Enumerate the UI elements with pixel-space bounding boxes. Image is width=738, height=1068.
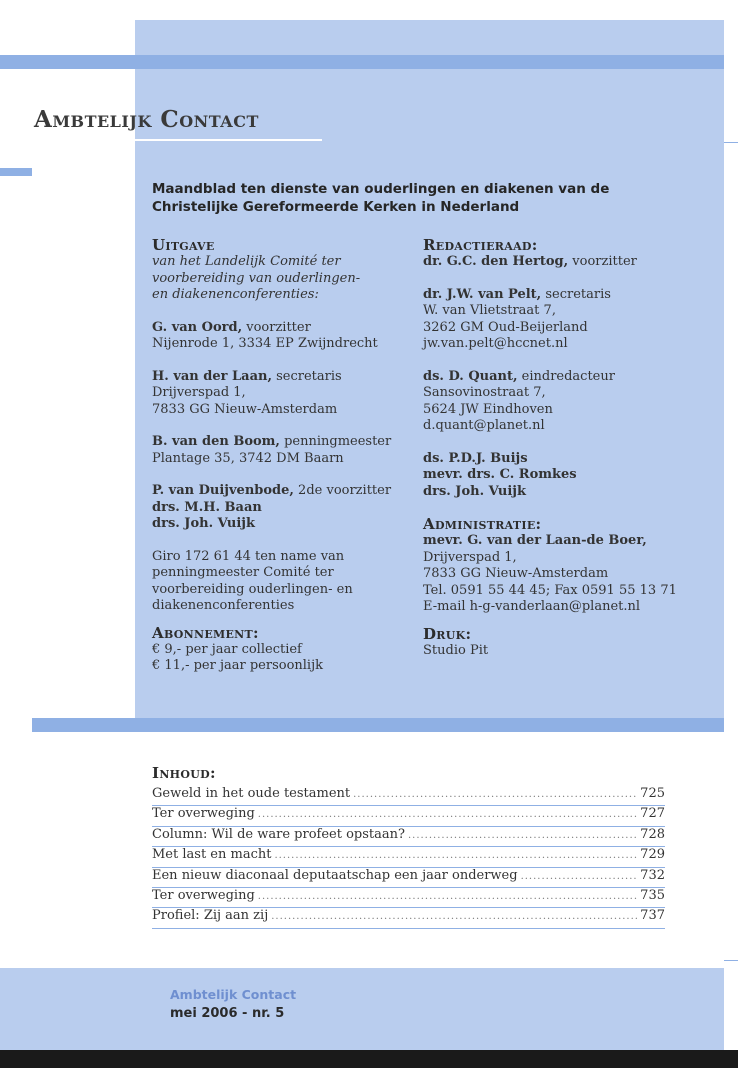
giro-line: voorbereiding ouderlingen- en xyxy=(152,581,353,597)
person-name: ds. P.D.J. Buijs xyxy=(423,450,528,466)
middle-color-band xyxy=(32,718,724,732)
person-role: 2de voorzitter xyxy=(293,483,392,498)
toc-leader xyxy=(271,911,638,922)
redactie-person-3 xyxy=(423,369,723,435)
footer-panel xyxy=(0,968,724,1050)
footer-issue: mei 2006 - nr. 5 xyxy=(170,1006,285,1021)
uitgave-desc-line: voorbereiding van ouderlingen- xyxy=(152,270,361,286)
person-name: P. van Duijvenbode, xyxy=(152,483,294,498)
toc-item[interactable] xyxy=(152,868,665,888)
person-address: Drijverspad 1, xyxy=(423,549,517,565)
page-edge-mark xyxy=(724,960,738,961)
person-name: H. van der Laan, xyxy=(152,368,272,384)
toc-leader xyxy=(408,830,638,841)
giro-line: Giro 172 61 44 ten name van xyxy=(152,548,345,564)
toc-item[interactable] xyxy=(152,806,665,826)
masthead-underline xyxy=(32,139,322,141)
inhoud-heading: Inhoud: xyxy=(152,764,216,782)
page-edge-strip xyxy=(724,0,738,1068)
person-name: drs. Joh. Vuijk xyxy=(152,516,255,531)
scan-bottom-edge xyxy=(0,1050,738,1068)
uitgave-person-4 xyxy=(152,483,402,533)
toc-title: Column: Wil de ware profeet opstaan? xyxy=(152,826,405,842)
footer-title: Ambtelijk Contact xyxy=(170,987,297,1002)
toc-title: Een nieuw diaconaal deputaatschap een jaar onderweg xyxy=(152,867,518,883)
person-role: voorzitter xyxy=(568,254,637,269)
uitgave-desc-line: en diakenenconferenties: xyxy=(152,287,319,302)
toc-list xyxy=(152,786,665,929)
person-address: Drijverspad 1, xyxy=(152,385,246,400)
toc-item[interactable] xyxy=(152,888,665,908)
giro-line: penningmeester Comité ter xyxy=(152,565,334,580)
person-address: Nijenrode 1, 3334 EP Zwijndrecht xyxy=(152,336,378,351)
abonnement-section xyxy=(152,625,402,675)
toc-leader xyxy=(521,871,639,882)
person-address: 3262 GM Oud-Beijerland xyxy=(423,319,588,335)
toc-title: Geweld in het oude testament xyxy=(152,786,351,801)
uitgave-person-3 xyxy=(152,434,402,467)
person-email: d.quant@planet.nl xyxy=(423,418,545,433)
person-name: dr. G.C. den Hertog, xyxy=(423,254,569,269)
uitgave-person-1 xyxy=(152,320,402,353)
abonnement-line: € 9,- per jaar collectief xyxy=(152,641,302,657)
toc-title: Profiel: Zij aan zij xyxy=(152,908,269,924)
person-address: Sansovinostraat 7, xyxy=(423,385,546,400)
toc-page: 729 xyxy=(640,847,665,863)
druk-heading: Druk: xyxy=(423,624,472,643)
person-role: eindredacteur xyxy=(517,368,615,384)
toc-page: 735 xyxy=(640,887,665,903)
person-name: drs. M.H. Baan xyxy=(152,499,262,515)
uitgave-person-2 xyxy=(152,369,402,419)
abonnement-line: € 11,- per jaar persoonlijk xyxy=(152,658,323,673)
toc-title: Ter overweging xyxy=(152,887,255,903)
colophon-left-column xyxy=(152,237,402,675)
person-email: jw.van.pelt@hccnet.nl xyxy=(423,336,568,351)
toc-item[interactable] xyxy=(152,908,665,928)
person-name: B. van den Boom, xyxy=(152,434,280,449)
toc-item[interactable] xyxy=(152,786,665,806)
person-address: Plantage 35, 3742 DM Baarn xyxy=(152,450,344,466)
toc-title: Met last en macht xyxy=(152,847,272,863)
person-name: drs. Joh. Vuijk xyxy=(423,483,526,499)
uitgave-description xyxy=(152,254,402,304)
person-name: mevr. G. van der Laan-de Boer, xyxy=(423,533,647,548)
redactie-person-2 xyxy=(423,287,723,353)
toc-title: Ter overweging xyxy=(152,806,255,822)
contact-email: E-mail h-g-vanderlaan@planet.nl xyxy=(423,599,641,614)
masthead-title: Ambtelijk Contact xyxy=(34,106,259,133)
administratie-heading: Administratie: xyxy=(423,515,542,533)
toc-item[interactable] xyxy=(152,827,665,847)
person-name: ds. D. Quant, xyxy=(423,368,518,384)
colophon-right-column xyxy=(423,237,723,659)
toc-page: 725 xyxy=(640,786,665,801)
giro-line: diakenenconferenties xyxy=(152,598,295,613)
person-role: voorzitter xyxy=(242,319,311,335)
intro-line: Maandblad ten dienste van ouderlingen en diakenen van de xyxy=(152,181,610,197)
intro-text xyxy=(152,180,672,216)
toc-item[interactable] xyxy=(152,847,665,867)
druk-section xyxy=(423,626,723,660)
redactie-members xyxy=(423,451,723,501)
uitgave-heading: Uitgave xyxy=(152,236,215,254)
toc-page: 737 xyxy=(640,908,665,924)
toc-leader xyxy=(274,850,638,861)
person-name: mevr. drs. C. Romkes xyxy=(423,467,577,482)
person-name: G. van Oord, xyxy=(152,319,243,335)
person-address: 7833 GG Nieuw-Amsterdam xyxy=(423,566,609,581)
person-address: 5624 JW Eindhoven xyxy=(423,401,553,417)
toc-page: 728 xyxy=(640,826,665,842)
left-accent-tab xyxy=(0,168,32,176)
administratie-section xyxy=(423,516,723,616)
toc-page: 732 xyxy=(640,867,665,883)
person-name: dr. J.W. van Pelt, xyxy=(423,286,542,302)
intro-line: Christelijke Gereformeerde Kerken in Nederland xyxy=(152,199,520,215)
person-address: W. van Vlietstraat 7, xyxy=(423,303,556,318)
person-role: secretaris xyxy=(541,286,611,302)
toc-leader xyxy=(353,789,638,800)
toc-leader xyxy=(258,891,638,902)
person-address: 7833 GG Nieuw-Amsterdam xyxy=(152,401,338,417)
abonnement-heading: Abonnement: xyxy=(152,623,259,642)
uitgave-desc-line: van het Landelijk Comité ter xyxy=(152,254,341,269)
person-role: penningmeester xyxy=(279,434,392,449)
contact-phone: Tel. 0591 55 44 45; Fax 0591 55 13 71 xyxy=(423,582,677,598)
redactieraad-heading: Redactieraad: xyxy=(423,236,538,254)
druk-value: Studio Pit xyxy=(423,642,489,658)
person-role: secretaris xyxy=(272,368,342,384)
toc-page: 727 xyxy=(640,806,665,822)
giro-info xyxy=(152,549,402,615)
top-color-band xyxy=(0,55,724,69)
page-edge-mark xyxy=(724,142,738,143)
table-of-contents xyxy=(152,764,665,929)
toc-leader xyxy=(258,809,638,820)
